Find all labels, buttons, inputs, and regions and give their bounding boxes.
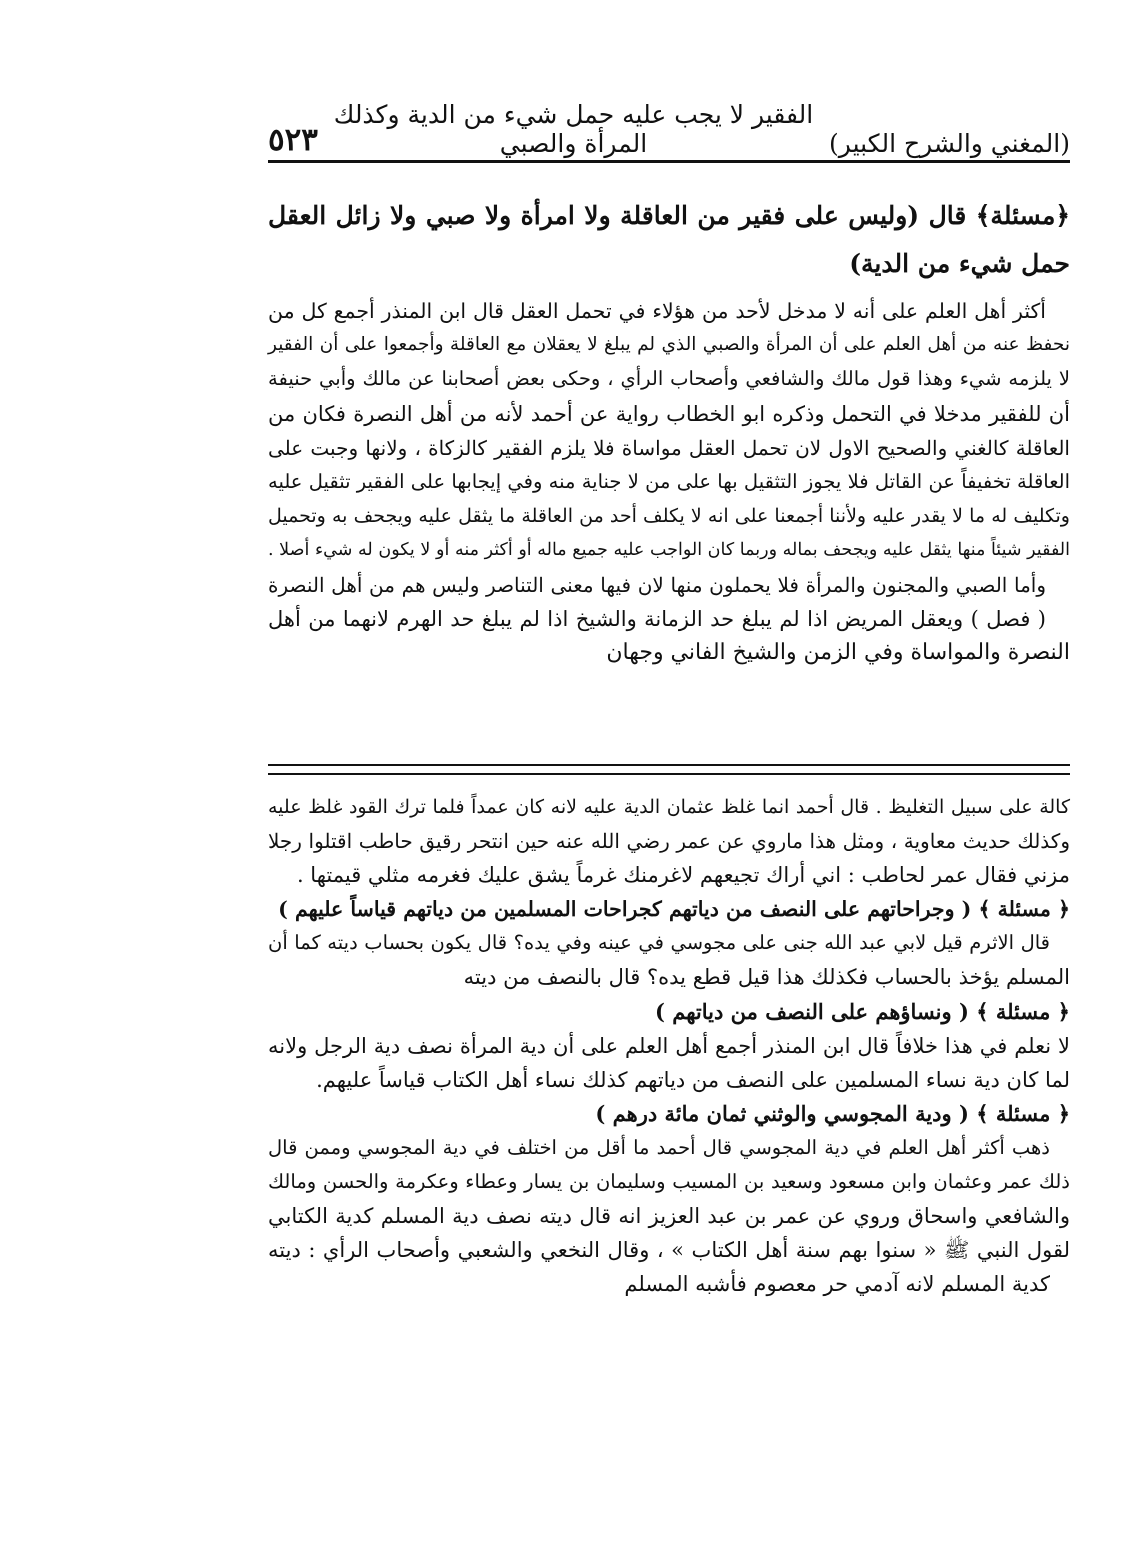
text-line: قال الاثرم قيل لابي عبد الله جنى على مجوسي في عينه وفي يده؟ قال يكون بحساب ديته كما أن xyxy=(268,931,1050,955)
text-line: لا يلزمه شيء وهذا قول مالك والشافعي وأصحاب الرأي ، وحكى بعض أصحابنا عن مالك وأبي حنيفة xyxy=(268,367,1070,391)
text-line: لقول النبي ﷺ « سنوا بهم سنة أهل الكتاب » ، وقال النخعي والشعبي وأصحاب الرأي : ديته xyxy=(268,1238,1070,1263)
masala-heading: ﴿ مسئلة ﴾ ( ودية المجوسي والوثني ثمان مائة درهم ) xyxy=(595,1100,1070,1126)
text-line: العاقلة كالغني والصحيح الاول لان تحمل العقل مواساة فلا يلزم الفقير كالزكاة ، ولانها وجبت على xyxy=(268,435,1070,460)
text-line: الفقير شيئاً منها يثقل عليه ويجحف بماله وربما كان الواجب عليه جميع ماله أو أكثر منه أو لا يكون له شيء أصلا . xyxy=(268,540,1070,561)
text-line: العاقلة تخفيفاً عن القاتل فلا يجوز التثقيل بها على من لا جناية منه وفي إيجابها على الفقير تثقيل عليه xyxy=(268,470,1070,494)
section-title: الفقير لا يجب عليه حمل شيء من الدية وكذلك المرأة والصبي xyxy=(333,100,814,158)
header-rule xyxy=(268,160,1070,163)
text-line: لما كان دية نساء المسلمين على النصف من دياتهم كذلك نساء أهل الكتاب قياساً عليهم. xyxy=(316,1067,1070,1092)
text-line: كالة على سبيل التغليظ . قال أحمد انما غلظ عثمان الدية عليه لانه كان عمداً فلما ترك القود غلظ عليه xyxy=(268,796,1070,818)
text-line: وتكليف له ما لا يقدر عليه ولأننا أجمعنا على انه لا يكلف أحد من العاقلة ما يثقل عليه ويجحف به وتحميل xyxy=(268,505,1070,528)
text-line: والشافعي واسحاق وروي عن عمر بن عبد العزيز انه قال ديته نصف دية المسلم كدية الكتابي xyxy=(268,1204,1070,1229)
text-line: كدية المسلم لانه آدمي حر معصوم فأشبه المسلم xyxy=(624,1272,1050,1297)
text-line: مزني فقال عمر لحاطب : اني أراك تجيعهم لاغرمنك غرماً يشق عليك فغرمه مثلي قيمتها . xyxy=(296,863,1070,888)
text-line: ذهب أكثر أهل العلم في دية المجوسي قال أحمد ما أقل من اختلف في دية المجوسي وممن قال xyxy=(268,1135,1050,1159)
section-divider xyxy=(268,764,1070,775)
main-text xyxy=(268,192,1070,670)
text-line: ذلك عمر وعثمان وابن مسعود وسعيد بن المسيب وسليمان بن يسار وعطاء وعكرمة والحسن ومالك xyxy=(268,1170,1070,1194)
masala-heading: ﴿مسئلة﴾ قال (وليس على فقير من العاقلة ولا امرأة ولا صبي ولا زائل العقل حمل شيء من الدية) xyxy=(268,201,1070,278)
sharh-text xyxy=(268,790,1070,1301)
masala-heading: ﴿ مسئلة ﴾ ( وجراحاتهم على النصف من دياتهم كجراحات المسلمين من دياتهم قياساً عليهم ) xyxy=(278,897,1070,922)
text-line: لا نعلم في هذا خلافاً قال ابن المنذر أجمع أهل العلم على أن دية المرأة نصف دية الرجل ولانه xyxy=(268,1033,1070,1058)
text-line: ( فصل ) ويعقل المريض اذا لم يبلغ حد الزمانة والشيخ اذا لم يبلغ حد الهرم لانهما من أهل xyxy=(268,606,1046,631)
text-line: أكثر أهل العلم على أنه لا مدخل لأحد من هؤلاء في تحمل العقل قال ابن المنذر أجمع كل من xyxy=(268,299,1046,323)
running-header xyxy=(268,98,1070,158)
masala-heading: ﴿ مسئلة ﴾ ( ونساؤهم على النصف من دياتهم ) xyxy=(655,998,1070,1024)
text-line: وكذلك حديث معاوية ، ومثل هذا ماروي عن عمر رضي الله عنه حين انتحر رقيق حاطب اقتلوا رجلا xyxy=(268,829,1070,854)
book-title: (المغني والشرح الكبير) xyxy=(829,129,1070,158)
text-line: المسلم يؤخذ بالحساب فكذلك هذا قيل قطع يده؟ قال بالنصف من ديته xyxy=(463,965,1070,990)
text-line: وأما الصبي والمجنون والمرأة فلا يحملون منها لان فيها معنى التناصر وليس هم من أهل النصرة xyxy=(268,572,1046,597)
text-line: أن للفقير مدخلا في التحمل وذكره ابو الخطاب رواية عن أحمد لأنه من أهل النصرة فكان من xyxy=(268,401,1070,426)
text-line: النصرة والمواساة وفي الزمن والشيخ الفاني وجهان xyxy=(606,640,1070,666)
page-number: ٥٢٣ xyxy=(268,122,318,158)
text-line: نحفظ عنه من أهل العلم على أن المرأة والصبي الذي لم يبلغ لا يعقلان مع العاقلة وأجمعوا على أن الفقير xyxy=(268,334,1070,356)
